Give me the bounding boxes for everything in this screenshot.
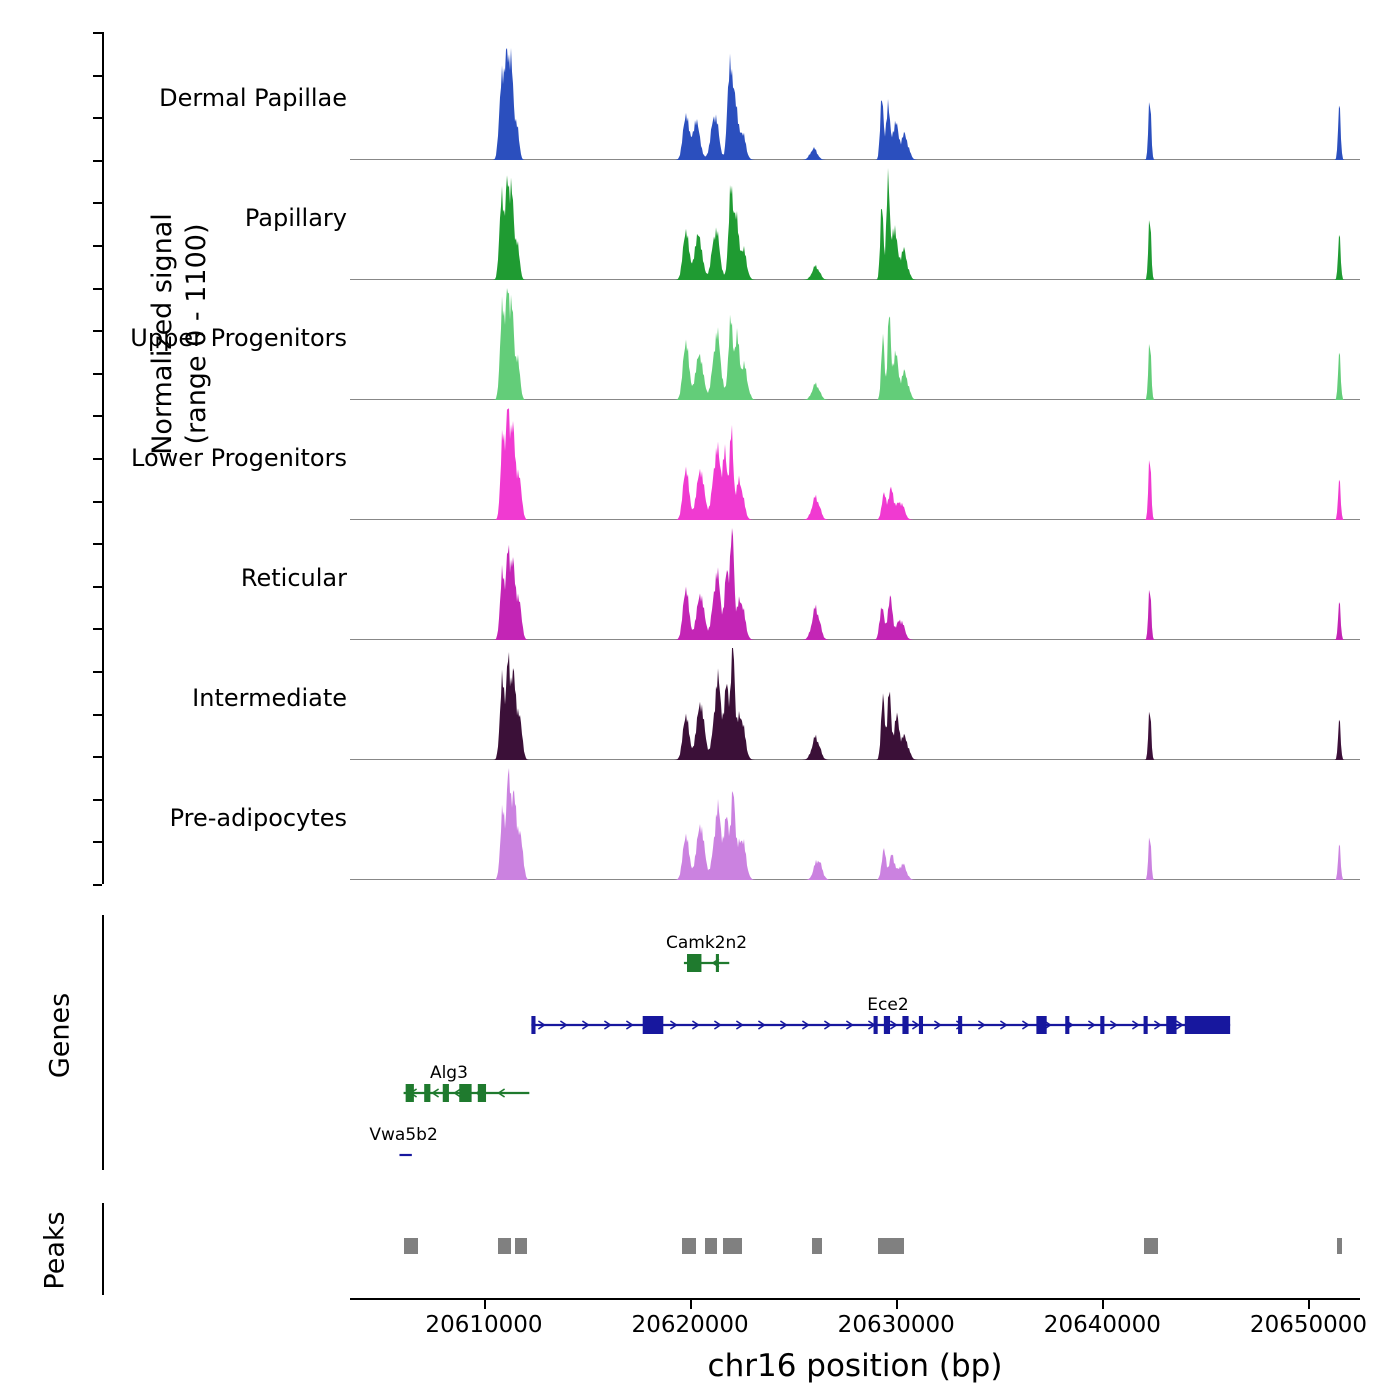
- y-tick: [93, 415, 102, 417]
- x-tick: [690, 1300, 692, 1309]
- track-label: Papillary: [244, 204, 347, 232]
- gene-label-ece2: Ece2: [867, 995, 909, 1015]
- peak-region: [1337, 1238, 1342, 1254]
- track-label: Intermediate: [192, 684, 347, 712]
- track-signal-area: [350, 168, 1360, 280]
- genes-svg: [350, 915, 1360, 1175]
- peak-region: [404, 1238, 418, 1254]
- gene-ece2: [531, 1016, 1230, 1034]
- y-tick: [93, 543, 102, 545]
- y-tick: [93, 160, 102, 162]
- y-tick: [93, 841, 102, 843]
- peak-region: [682, 1238, 696, 1254]
- track-signal-area: [350, 48, 1360, 160]
- x-tick-label: 20620000: [631, 1312, 749, 1338]
- y-tick: [93, 245, 102, 247]
- peak-region: [705, 1238, 717, 1254]
- y-tick: [93, 32, 102, 34]
- signal-track-reticular: [240, 520, 1360, 640]
- peak-region: [515, 1238, 527, 1254]
- x-axis-label: chr16 position (bp): [707, 1348, 1003, 1384]
- peak-region: [723, 1238, 742, 1254]
- y-tick: [93, 714, 102, 716]
- peaks-axis-spine: [102, 1203, 104, 1295]
- genes-axis-label: Genes: [44, 992, 76, 1079]
- track-label: Reticular: [240, 564, 347, 592]
- signal-axis-label-line1: Normalized signal: [147, 213, 178, 455]
- x-tick-label: 20640000: [1043, 1312, 1161, 1338]
- x-tick: [1102, 1300, 1104, 1309]
- track-signal-area: [350, 288, 1360, 400]
- signal-axis-label-line2: (range 0 - 1100): [181, 223, 212, 445]
- y-tick: [93, 628, 102, 630]
- y-tick: [93, 117, 102, 119]
- x-tick-label: 20610000: [425, 1312, 543, 1338]
- track-label: Dermal Papillae: [159, 84, 347, 112]
- track-signal-area: [350, 648, 1360, 760]
- peak-region: [812, 1238, 822, 1254]
- peaks-axis-label: Peaks: [39, 1211, 71, 1290]
- gene-camk2n2: [684, 954, 729, 972]
- track-signal-area: [350, 408, 1360, 520]
- x-axis-line: [350, 1298, 1360, 1300]
- y-tick: [93, 288, 102, 290]
- track-signal-area: [350, 528, 1360, 640]
- y-tick: [93, 75, 102, 77]
- peak-region: [498, 1238, 510, 1254]
- peaks-panel: [350, 1200, 1360, 1290]
- track-label: Lower Progenitors: [131, 444, 347, 472]
- x-tick-label: 20650000: [1249, 1312, 1368, 1338]
- signal-track-dermal-papillae: [159, 40, 1360, 160]
- x-tick: [896, 1300, 898, 1309]
- x-tick-label: 20630000: [837, 1312, 955, 1338]
- y-tick: [93, 756, 102, 758]
- gene-label-camk2n2: Camk2n2: [666, 933, 748, 953]
- gene-label-alg3: Alg3: [429, 1063, 468, 1083]
- peak-region: [1144, 1238, 1158, 1254]
- track-label: Pre-adipocytes: [169, 804, 347, 832]
- signal-track-papillary: [244, 160, 1360, 280]
- y-tick: [93, 458, 102, 460]
- track-label: Upper Progenitors: [130, 324, 347, 352]
- y-tick: [93, 501, 102, 503]
- signal-track-pre-adipocytes: [169, 760, 1360, 880]
- y-tick: [93, 373, 102, 375]
- signal-track-lower-progenitors: [131, 400, 1360, 520]
- gene-alg3: [404, 1084, 530, 1102]
- y-tick: [93, 884, 102, 886]
- y-tick: [93, 330, 102, 332]
- genes-panel: [350, 915, 1360, 1175]
- gene-label-vwa5b2: Vwa5b2: [369, 1125, 438, 1145]
- peak-region: [878, 1238, 905, 1254]
- y-tick: [93, 799, 102, 801]
- x-tick: [1308, 1300, 1310, 1309]
- y-tick: [93, 202, 102, 204]
- y-tick: [93, 671, 102, 673]
- signal-axis-spine: [102, 32, 104, 884]
- y-tick: [93, 586, 102, 588]
- track-signal-area: [350, 768, 1360, 880]
- signal-track-intermediate: [192, 640, 1360, 760]
- genes-axis-spine: [102, 915, 104, 1170]
- x-tick: [484, 1300, 486, 1309]
